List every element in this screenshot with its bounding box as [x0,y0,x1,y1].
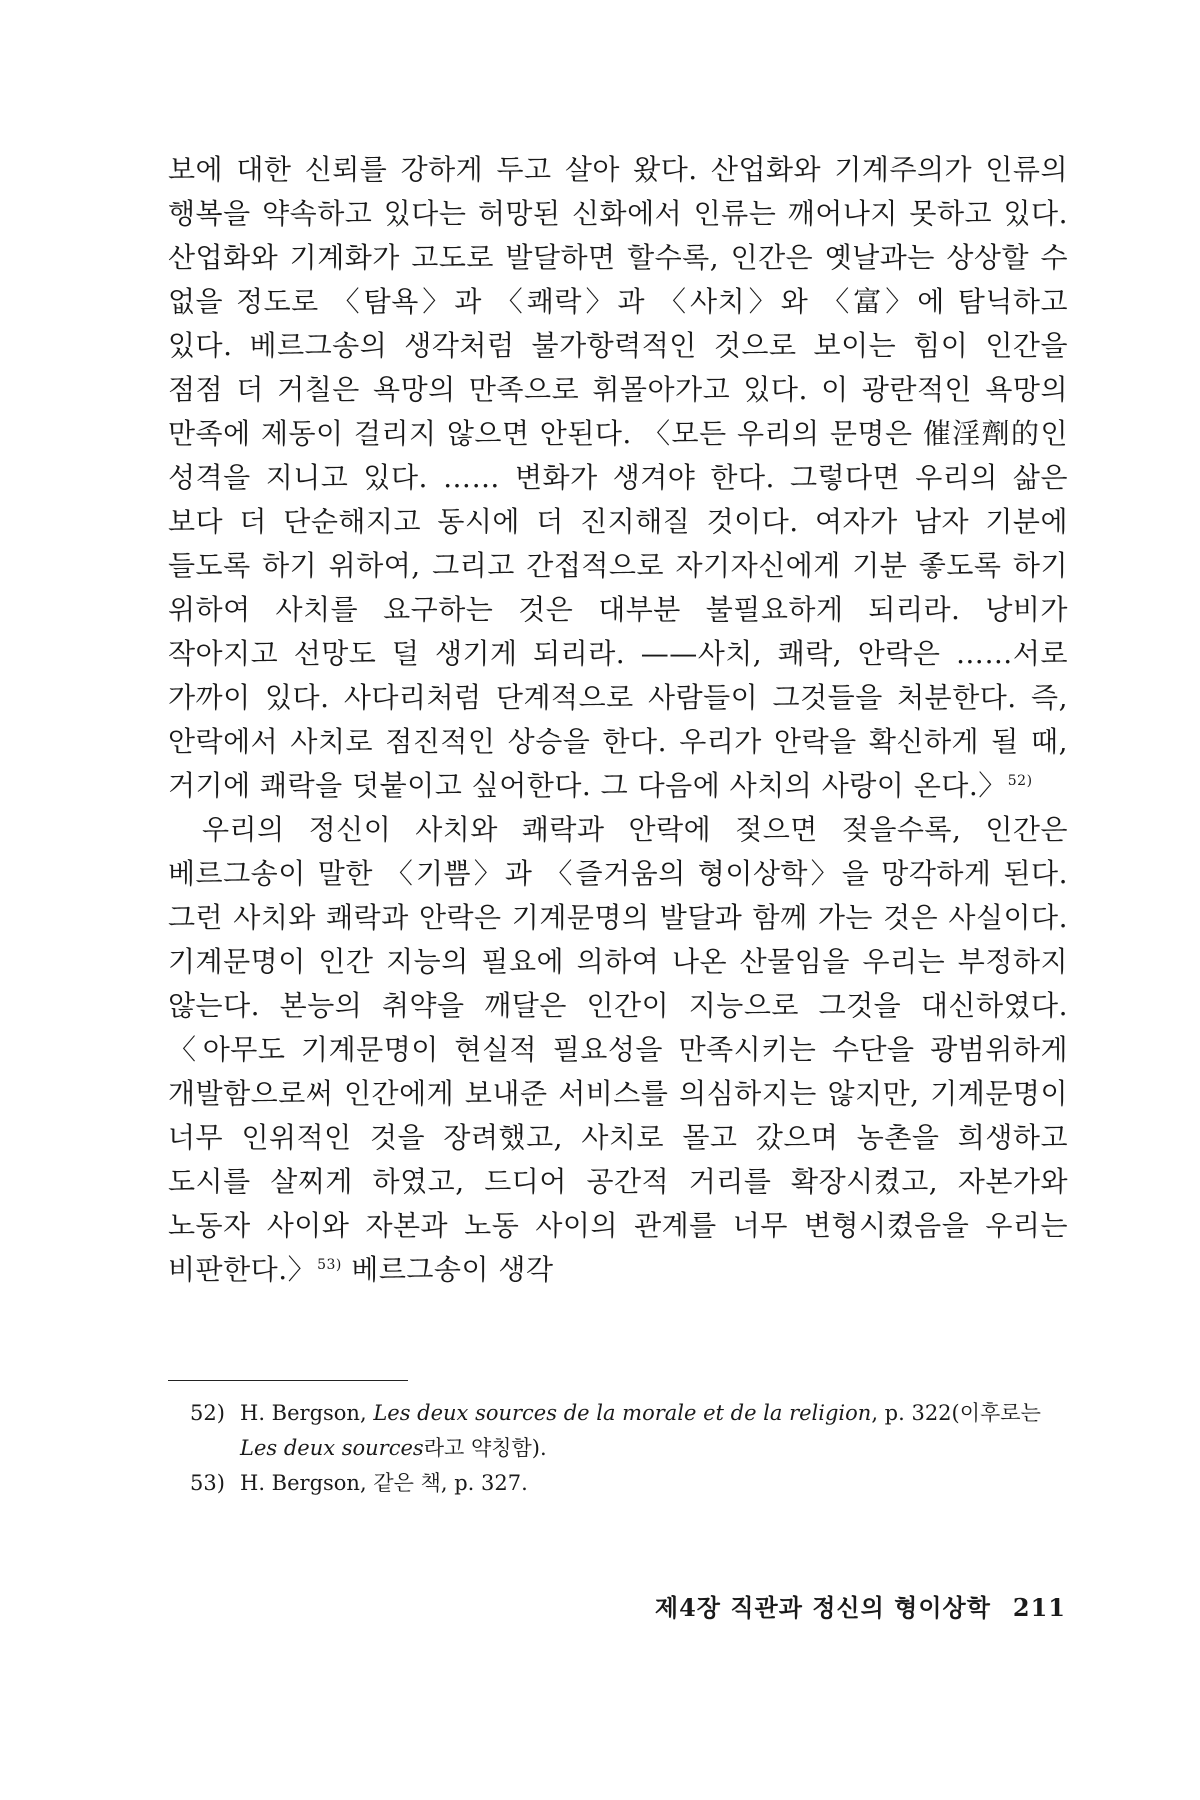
footnote-53 [168,1466,1068,1501]
chapter-title: 제4장 직관과 정신의 형이상학 [654,1593,991,1622]
footnote-tail: 라고 약칭함). [423,1436,547,1460]
footnote-page: , p. 322(이후로는 [871,1401,1041,1425]
body-text [168,148,1068,1292]
footnote-ref-53[interactable]: 53) [317,1256,342,1273]
footnote-text [240,1396,1068,1466]
footnote-divider [168,1380,408,1381]
paragraph-2-text: 우리의 정신이 사치와 쾌락과 안락에 젖으면 젖을수록, 인간은 베르그송이 말한 〈기쁨〉과 〈즐거움의 형이상학〉을 망각하게 된다. 그런 사치와 쾌락과 안락은 기계문명의 발달과 함께 가는 것은 사실이다. 기계문명이 인간 지능의 필요에 의하여 나온 산물임을 우리는 부정하지 않는다. 본능의 취약을 깨달은 인간이 지능으로 그것을 대신하였다. 〈아무도 기계문명이 현실적 필요성을 만족시키는 수단을 광범위하게 개발함으로써 인간에게 보내준 서비스를 의심하지는 않지만, 기계문명이 너무 인위적인 것을 장려했고, 사치로 몰고 갔으며 농촌을 희생하고 도시를 살찌게 하였고, 드디어 공간적 거리를 확장시켰고, 자본가와 노동자 사이와 자본과 노동 사이의 관계를 너무 변형시켰음을 우리는 비판한다.〉 [168,813,1068,1286]
running-footer [655,1588,1066,1623]
footnote-number: 52) [190,1401,225,1425]
footnote-book-title: Les deux sources de la morale et de la religion [373,1401,872,1425]
paragraph-1-text: 보에 대한 신뢰를 강하게 두고 살아 왔다. 산업화와 기계주의가 인류의 행복을 약속하고 있다는 허망된 신화에서 인류는 깨어나지 못하고 있다. 산업화와 기계화가 고도로 발달하면 할수록, 인간은 옛날과는 상상할 수 없을 정도로 〈탐욕〉과 〈쾌락〉과 〈사치〉와 〈富〉에 탐닉하고 있다. 베르그송의 생각처럼 불가항력적인 것으로 보이는 힘이 인간을 점점 더 거칠은 욕망의 만족으로 휘몰아가고 있다. 이 광란적인 욕망의 만족에 제동이 걸리지 않으면 안된다. 〈모든 우리의 문명은 催淫劑的인 성격을 지니고 있다. …… 변화가 생겨야 한다. 그렇다면 우리의 삶은 보다 더 단순해지고 동시에 더 진지해질 것이다. 여자가 남자 기분에 들도록 하기 위하여, 그리고 간접적으로 자기자신에게 기분 좋도록 하기 위하여 사치를 요구하는 것은 대부분 불필요하게 되리라. 낭비가 작아지고 선망도 덜 생기게 되리라. ——사치, 쾌락, 안락은 ……서로 가까이 있다. 사다리처럼 단계적으로 사람들이 그것들을 처분한다. 즉, 안락에서 사치로 점진적인 상승을 한다. 우리가 안락을 확신하게 될 때, 거기에 쾌락을 덧붙이고 싶어한다. 그 다음에 사치의 사랑이 온다.〉 [168,153,1068,802]
footnote-52 [168,1396,1068,1466]
footnote-short-title: Les deux sources [240,1436,424,1460]
footnote-page: 같은 책, p. 327. [373,1471,528,1495]
footnotes [168,1396,1068,1501]
footnote-text [240,1466,1068,1501]
footnote-author: H. Bergson, [240,1401,367,1425]
paragraph-2 [168,808,1068,1292]
page-number: 211 [1012,1593,1066,1622]
paragraph-1 [168,148,1068,808]
paragraph-2-tail: 베르그송이 생각 [341,1253,554,1286]
page-body [168,148,1068,1292]
footnote-number: 53) [190,1471,225,1495]
footnote-ref-52[interactable]: 52) [1007,772,1033,789]
footnote-author: H. Bergson, [240,1471,367,1495]
